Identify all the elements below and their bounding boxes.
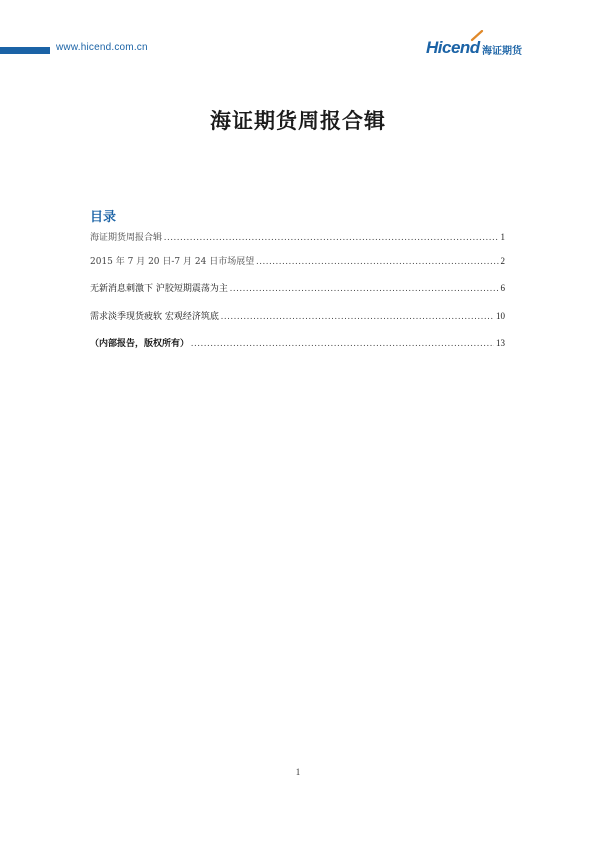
toc-entry-page: 10 [496,311,505,321]
logo-mark-icon [470,30,484,42]
toc-entry-title: 无新消息刺激下 沪胶短期震荡为主 [90,284,228,294]
toc-entry-page: 13 [496,338,505,348]
toc-entry-page: 2 [500,256,505,266]
toc-entry-2[interactable] [90,254,505,268]
page-number: 1 [295,767,301,777]
document-title: 海证期货周报合辑 [210,109,386,133]
toc-leader-dots [221,311,494,321]
toc-entry-title: （内部报告，版权所有） [90,339,190,349]
toc-leader-dots [256,256,498,266]
toc-entry-title: 2015 年 7 月 20 日-7 月 24 日市场展望 [90,257,255,267]
toc-leader-dots [191,338,494,348]
logo-text-cn: 海证期货 [482,46,522,57]
toc-entry-5[interactable] [90,336,505,350]
logo-text-en: Hicend [426,38,480,57]
toc-leader-dots [164,232,498,242]
company-logo [426,30,536,64]
toc-leader-dots [230,283,499,293]
toc-entry-page: 1 [500,232,505,242]
toc-entry-page: 6 [500,283,505,293]
toc-entry-1[interactable] [90,230,505,244]
toc-entry-3[interactable] [90,281,505,295]
header-url-link[interactable]: www.hicend.com.cn [56,42,148,53]
toc-heading: 目录 [90,210,117,225]
toc-entry-4[interactable] [90,309,505,323]
toc-entry-title: 需求淡季现货疲软 宏观经济筑底 [90,312,219,322]
header-accent-bar [0,47,50,54]
toc-entry-title: 海证期货周报合辑 [90,233,163,243]
